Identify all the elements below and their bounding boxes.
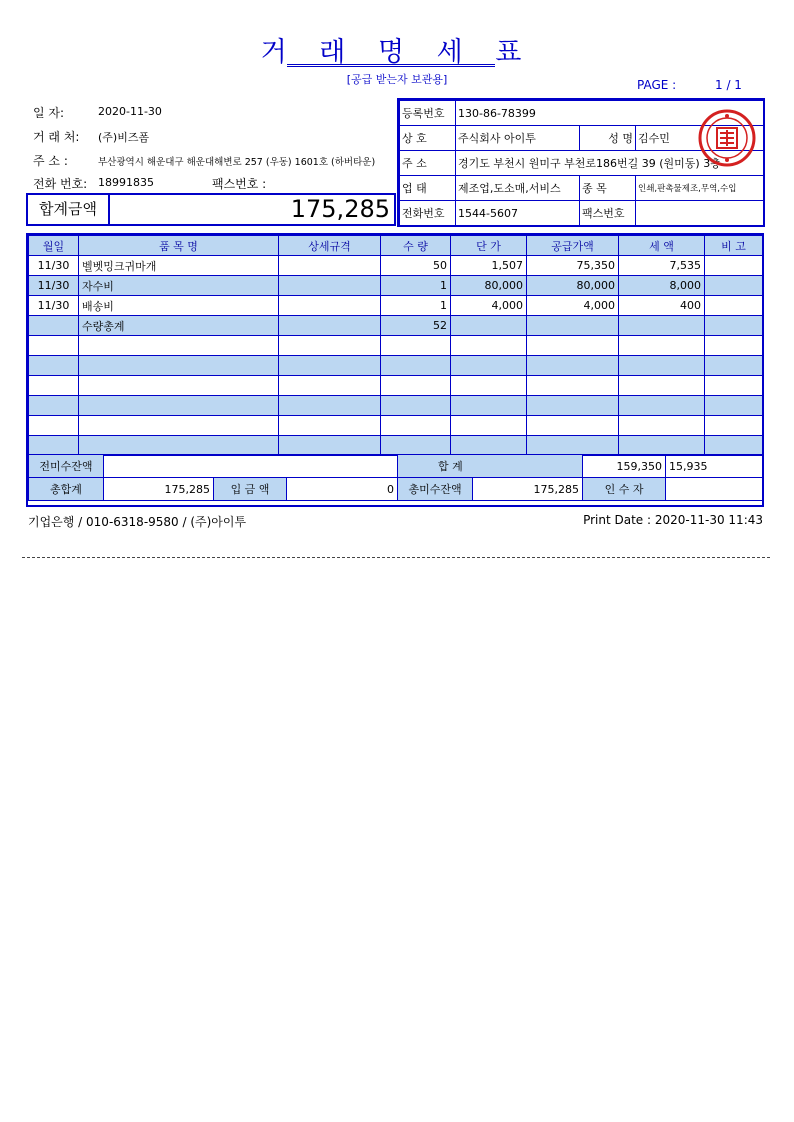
page-value: 1 / 1 — [715, 78, 742, 92]
cut-line-divider — [22, 557, 770, 558]
table-row — [29, 376, 763, 396]
table-cell — [451, 336, 527, 356]
buyer-address-value: 부산광역시 해운대구 해운대해변로 257 (우동) 1601호 (하버타운) — [98, 157, 376, 168]
table-cell — [619, 396, 705, 416]
supplier-address-label: 주 소 — [400, 151, 456, 176]
client-value: (주)비즈폼 — [98, 131, 150, 144]
column-header: 수 량 — [381, 236, 451, 256]
table-row — [29, 316, 763, 336]
items-table-box — [26, 233, 764, 454]
table-cell: 1 — [381, 296, 451, 316]
receiver-value — [666, 478, 763, 501]
supplier-phone-value: 1544-5607 — [456, 201, 580, 226]
print-date: Print Date : 2020-11-30 11:43 — [583, 513, 763, 527]
date-value: 2020-11-30 — [98, 105, 162, 118]
supplier-reg-label: 등록번호 — [400, 101, 456, 126]
column-header: 공급가액 — [527, 236, 619, 256]
grand-total-value: 175,285 — [104, 478, 214, 501]
table-cell: 수량총계 — [79, 316, 279, 336]
buyer-address-label: 주 소 : — [33, 154, 68, 168]
table-cell: 1 — [381, 276, 451, 296]
table-row — [29, 336, 763, 356]
table-cell — [527, 396, 619, 416]
table-cell — [29, 436, 79, 456]
table-cell — [705, 376, 763, 396]
supplier-name-label: 성 명 — [580, 126, 636, 151]
table-cell: 1,507 — [451, 256, 527, 276]
buyer-phone-value: 18991835 — [98, 176, 154, 189]
total-amount-label: 합계금액 — [28, 195, 110, 224]
table-cell: 52 — [381, 316, 451, 336]
table-cell — [705, 316, 763, 336]
supplier-biz-value: 제조업,도소매,서비스 — [456, 176, 580, 201]
table-cell — [381, 436, 451, 456]
column-header: 상세규격 — [279, 236, 381, 256]
table-cell — [381, 356, 451, 376]
title-underline — [287, 64, 495, 67]
document-subtitle: [공급 받는자 보관용] — [346, 73, 448, 86]
table-cell — [279, 396, 381, 416]
table-cell — [451, 416, 527, 436]
table-cell — [705, 336, 763, 356]
table-cell: 75,350 — [527, 256, 619, 276]
table-cell — [527, 416, 619, 436]
table-cell: 80,000 — [527, 276, 619, 296]
table-cell: 7,535 — [619, 256, 705, 276]
table-cell: 400 — [619, 296, 705, 316]
table-cell — [79, 376, 279, 396]
table-cell — [279, 376, 381, 396]
buyer-fax-label: 팩스번호 : — [212, 177, 267, 191]
table-cell — [619, 356, 705, 376]
table-cell — [79, 336, 279, 356]
prev-balance-label: 전미수잔액 — [29, 455, 104, 478]
total-amount-box — [26, 193, 396, 226]
table-cell: 4,000 — [451, 296, 527, 316]
table-cell — [381, 396, 451, 416]
receiver-label: 인 수 자 — [583, 478, 666, 501]
document-title: 거 래 명 세 표 — [260, 37, 534, 68]
column-header: 단 가 — [451, 236, 527, 256]
buyer-phone-label: 전화 번호: — [33, 177, 88, 191]
table-cell — [29, 396, 79, 416]
table-cell — [279, 316, 381, 336]
table-cell: 자수비 — [79, 276, 279, 296]
table-cell — [451, 376, 527, 396]
page-label: PAGE : — [637, 78, 677, 92]
table-cell — [79, 396, 279, 416]
items-table — [28, 235, 763, 456]
table-cell — [527, 356, 619, 376]
column-header: 비 고 — [705, 236, 763, 256]
table-cell — [29, 416, 79, 436]
table-cell — [279, 256, 381, 276]
summary-box — [26, 454, 764, 507]
table-row — [29, 396, 763, 416]
table-cell — [79, 436, 279, 456]
table-cell — [381, 376, 451, 396]
table-cell — [705, 276, 763, 296]
table-row — [29, 416, 763, 436]
sum-tax-value: 15,935 — [666, 455, 763, 478]
supplier-fax-label: 팩스번호 — [580, 201, 636, 226]
supplier-name-value: 김수민 — [636, 126, 764, 151]
table-cell: 11/30 — [29, 296, 79, 316]
table-cell — [619, 316, 705, 336]
table-cell — [29, 356, 79, 376]
sum-label: 합 계 — [398, 455, 583, 478]
table-cell — [705, 416, 763, 436]
client-label: 거 래 처: — [33, 130, 80, 144]
table-row — [29, 436, 763, 456]
table-cell — [527, 376, 619, 396]
table-cell: 11/30 — [29, 256, 79, 276]
table-cell — [381, 336, 451, 356]
table-row — [29, 256, 763, 276]
table-cell — [451, 436, 527, 456]
table-cell — [29, 316, 79, 336]
table-cell — [451, 396, 527, 416]
total-balance-value: 175,285 — [473, 478, 583, 501]
table-cell — [705, 296, 763, 316]
table-cell — [527, 436, 619, 456]
grand-total-label: 총합계 — [29, 478, 104, 501]
supplier-phone-label: 전화번호 — [400, 201, 456, 226]
table-cell — [29, 376, 79, 396]
table-cell — [279, 336, 381, 356]
table-cell — [451, 356, 527, 376]
table-cell — [705, 256, 763, 276]
table-cell — [705, 436, 763, 456]
paid-value: 0 — [287, 478, 398, 501]
column-header: 품 목 명 — [79, 236, 279, 256]
table-cell — [705, 396, 763, 416]
table-row — [29, 296, 763, 316]
table-cell — [79, 356, 279, 376]
total-balance-label: 총미수잔액 — [398, 478, 473, 501]
table-cell — [705, 356, 763, 376]
supplier-reg-value: 130-86-78399 — [456, 101, 764, 126]
table-cell: 4,000 — [527, 296, 619, 316]
table-row — [29, 356, 763, 376]
table-cell: 8,000 — [619, 276, 705, 296]
table-cell — [279, 436, 381, 456]
table-cell — [527, 316, 619, 336]
column-header: 세 액 — [619, 236, 705, 256]
supplier-type-label: 종 목 — [580, 176, 636, 201]
supplier-biz-label: 업 태 — [400, 176, 456, 201]
supplier-company-value: 주식회사 아이투 — [456, 126, 580, 151]
table-cell — [619, 436, 705, 456]
table-cell: 배송비 — [79, 296, 279, 316]
table-cell: 벨벳밍크귀마개 — [79, 256, 279, 276]
column-header: 월일 — [29, 236, 79, 256]
prev-balance-value — [104, 455, 398, 478]
table-cell — [279, 276, 381, 296]
supplier-fax-value — [636, 201, 764, 226]
table-cell — [279, 416, 381, 436]
table-row — [29, 276, 763, 296]
supplier-type-value: 인쇄,판촉물제조,무역,수입 — [636, 176, 764, 201]
table-cell: 80,000 — [451, 276, 527, 296]
page-indicator — [637, 78, 742, 92]
table-cell: 11/30 — [29, 276, 79, 296]
table-cell — [381, 416, 451, 436]
table-cell — [29, 336, 79, 356]
date-label: 일 자: — [33, 106, 65, 120]
table-cell — [279, 356, 381, 376]
table-cell: 50 — [381, 256, 451, 276]
company-seal-stamp — [697, 108, 757, 168]
bank-info: 기업은행 / 010-6318-9580 / (주)아이투 — [28, 515, 247, 529]
supplier-company-label: 상 호 — [400, 126, 456, 151]
table-cell — [279, 296, 381, 316]
total-amount-value: 175,285 — [290, 195, 390, 223]
table-cell — [619, 416, 705, 436]
table-cell — [619, 336, 705, 356]
items-header-row — [29, 236, 763, 256]
sum-supply-value: 159,350 — [583, 455, 666, 478]
table-cell — [527, 336, 619, 356]
paid-label: 입 금 액 — [214, 478, 287, 501]
table-cell — [619, 376, 705, 396]
table-cell — [451, 316, 527, 336]
table-cell — [79, 416, 279, 436]
supplier-address-value: 경기도 부천시 원미구 부천로186번길 39 (원미동) 3층 — [456, 151, 764, 176]
